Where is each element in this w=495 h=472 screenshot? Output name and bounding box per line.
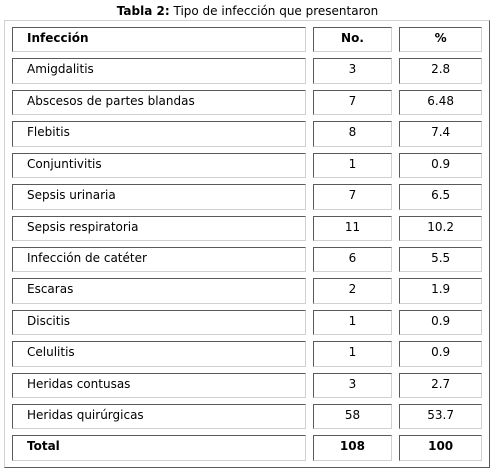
cell-no: 2 <box>313 278 393 303</box>
cell-no: 3 <box>313 58 393 83</box>
table-row <box>12 216 482 241</box>
caption-label: Tabla 2: <box>116 4 170 18</box>
cell-infeccion: Sepsis respiratoria <box>12 216 306 241</box>
header-infeccion: Infección <box>12 27 306 52</box>
cell-percent: 2.8 <box>399 58 482 83</box>
infection-table <box>4 20 490 468</box>
cell-percent: 0.9 <box>399 310 482 335</box>
cell-infeccion: Flebitis <box>12 121 306 146</box>
cell-percent: 6.5 <box>399 184 482 209</box>
table-row <box>12 310 482 335</box>
cell-percent: 2.7 <box>399 373 482 398</box>
cell-infeccion: Abscesos de partes blandas <box>12 90 306 115</box>
cell-no: 3 <box>313 373 393 398</box>
cell-percent: 10.2 <box>399 216 482 241</box>
cell-percent: 0.9 <box>399 153 482 178</box>
table-row <box>12 184 482 209</box>
table-row <box>12 153 482 178</box>
cell-no: 1 <box>313 341 393 366</box>
cell-no: 8 <box>313 121 393 146</box>
table-caption <box>0 3 495 19</box>
cell-no: 11 <box>313 216 393 241</box>
cell-percent: 0.9 <box>399 341 482 366</box>
table-row <box>12 341 482 366</box>
cell-no: 58 <box>313 404 393 429</box>
cell-percent: 6.48 <box>399 90 482 115</box>
cell-infeccion: Infección de catéter <box>12 247 306 272</box>
table-row <box>12 373 482 398</box>
cell-infeccion: Escaras <box>12 278 306 303</box>
header-percent: % <box>399 27 482 52</box>
total-no: 108 <box>313 435 393 461</box>
total-row <box>12 435 482 461</box>
cell-percent: 53.7 <box>399 404 482 429</box>
caption-text: Tipo de infección que presentaron <box>173 4 379 18</box>
cell-no: 1 <box>313 310 393 335</box>
cell-no: 7 <box>313 184 393 209</box>
cell-infeccion: Celulitis <box>12 341 306 366</box>
cell-infeccion: Heridas quirúrgicas <box>12 404 306 429</box>
cell-infeccion: Discitis <box>12 310 306 335</box>
cell-infeccion: Amigdalitis <box>12 58 306 83</box>
total-percent: 100 <box>399 435 482 461</box>
header-row <box>12 27 482 52</box>
cell-infeccion: Sepsis urinaria <box>12 184 306 209</box>
table-row <box>12 58 482 83</box>
cell-percent: 7.4 <box>399 121 482 146</box>
total-label: Total <box>12 435 306 461</box>
table-row <box>12 121 482 146</box>
cell-infeccion: Heridas contusas <box>12 373 306 398</box>
table-row <box>12 404 482 429</box>
cell-no: 1 <box>313 153 393 178</box>
table-row <box>12 247 482 272</box>
cell-percent: 5.5 <box>399 247 482 272</box>
cell-no: 6 <box>313 247 393 272</box>
table-row <box>12 90 482 115</box>
header-no: No. <box>313 27 393 52</box>
cell-infeccion: Conjuntivitis <box>12 153 306 178</box>
cell-percent: 1.9 <box>399 278 482 303</box>
cell-no: 7 <box>313 90 393 115</box>
table-row <box>12 278 482 303</box>
